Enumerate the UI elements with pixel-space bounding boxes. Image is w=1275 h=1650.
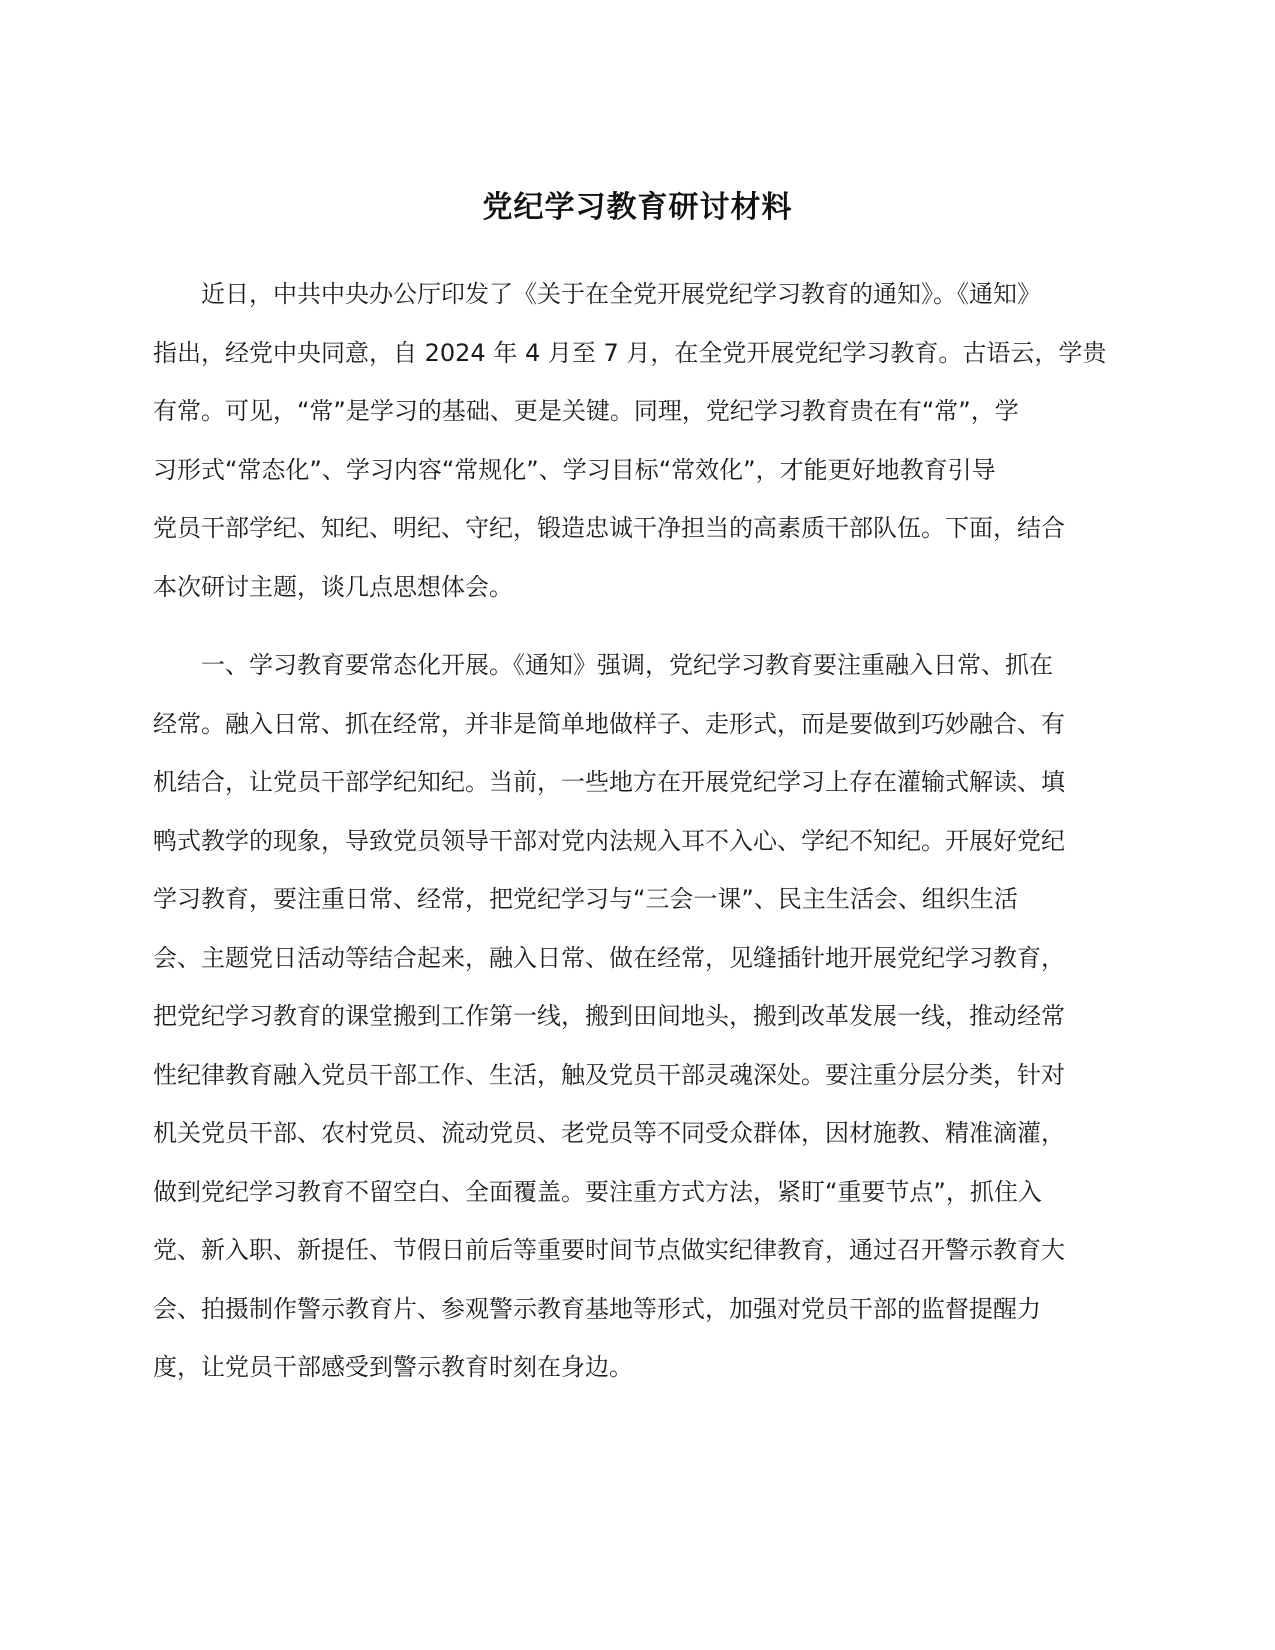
- paragraph-line: 本次研讨主题，谈几点思想体会。: [153, 572, 513, 601]
- paragraph-line: 习形式“常态化”、学习内容“常规化”、学习目标“常效化”，才能更好地教育引导: [153, 455, 996, 484]
- paragraph-line: 学习教育，要注重日常、经常，把党纪学习与“三会一课”、民主生活会、组织生活: [153, 885, 1018, 913]
- paragraph-line: 会、主题党日活动等结合起来，融入日常、做在经常，见缝插针地开展党纪学习教育，: [153, 943, 1065, 972]
- paragraph-line: 经常。融入日常、抓在经常，并非是简单地做样子、走形式，而是要做到巧妙融合、有: [153, 709, 1065, 738]
- document-title: 党纪学习教育研讨材料: [482, 190, 793, 225]
- paragraph-line: 把党纪学习教育的课堂搬到工作第一线，搬到田间地头，搬到改革发展一线，推动经常: [153, 1002, 1065, 1030]
- paragraph-line: 机关党员干部、农村党员、流动党员、老党员等不同受众群体，因材施教、精准滴灌，: [153, 1119, 1065, 1147]
- paragraph-line: 做到党纪学习教育不留空白、全面覆盖。要注重方式方法，紧盯“重要节点”，抓住入: [153, 1177, 1042, 1206]
- paragraph-line: 度，让党员干部感受到警示教育时刻在身边。: [153, 1353, 633, 1381]
- paragraph-line: 党员干部学纪、知纪、明纪、守纪，锻造忠诚干净担当的高素质干部队伍。下面，结合: [153, 514, 1065, 542]
- paragraph-line: 机结合，让党员干部学纪知纪。当前，一些地方在开展党纪学习上存在灌输式解读、填: [153, 768, 1065, 796]
- paragraph-line: 近日，中共中央办公厅印发了《关于在全党开展党纪学习教育的通知》。《通知》: [201, 280, 1041, 308]
- paragraph-line: 会、拍摄制作警示教育片、参观警示教育基地等形式，加强对党员干部的监督提醒力: [153, 1294, 1041, 1323]
- paragraph-line: 一、学习教育要常态化开展。《通知》强调，党纪学习教育要注重融入日常、抓在: [201, 651, 1053, 679]
- paragraph-section-1: [153, 636, 1113, 1397]
- paragraph-line: 党、新入职、新提任、节假日前后等重要时间节点做实纪律教育，通过召开警示教育大: [153, 1236, 1065, 1264]
- paragraph-intro: [153, 265, 1113, 616]
- paragraph-line: 性纪律教育融入党员干部工作、生活，触及党员干部灵魂深处。要注重分层分类，针对: [153, 1060, 1065, 1089]
- paragraph-line: 指出，经党中央同意，自 2024 年 4 月至 7 月，在全党开展党纪学习教育。古语云，学贵: [153, 338, 1107, 367]
- paragraph-line: 有常。可见，“常”是学习的基础、更是关键。同理，党纪学习教育贵在有“常”，学: [153, 397, 1019, 425]
- paragraph-line: 鸭式教学的现象，导致党员领导干部对党内法规入耳不入心、学纪不知纪。开展好党纪: [153, 826, 1065, 855]
